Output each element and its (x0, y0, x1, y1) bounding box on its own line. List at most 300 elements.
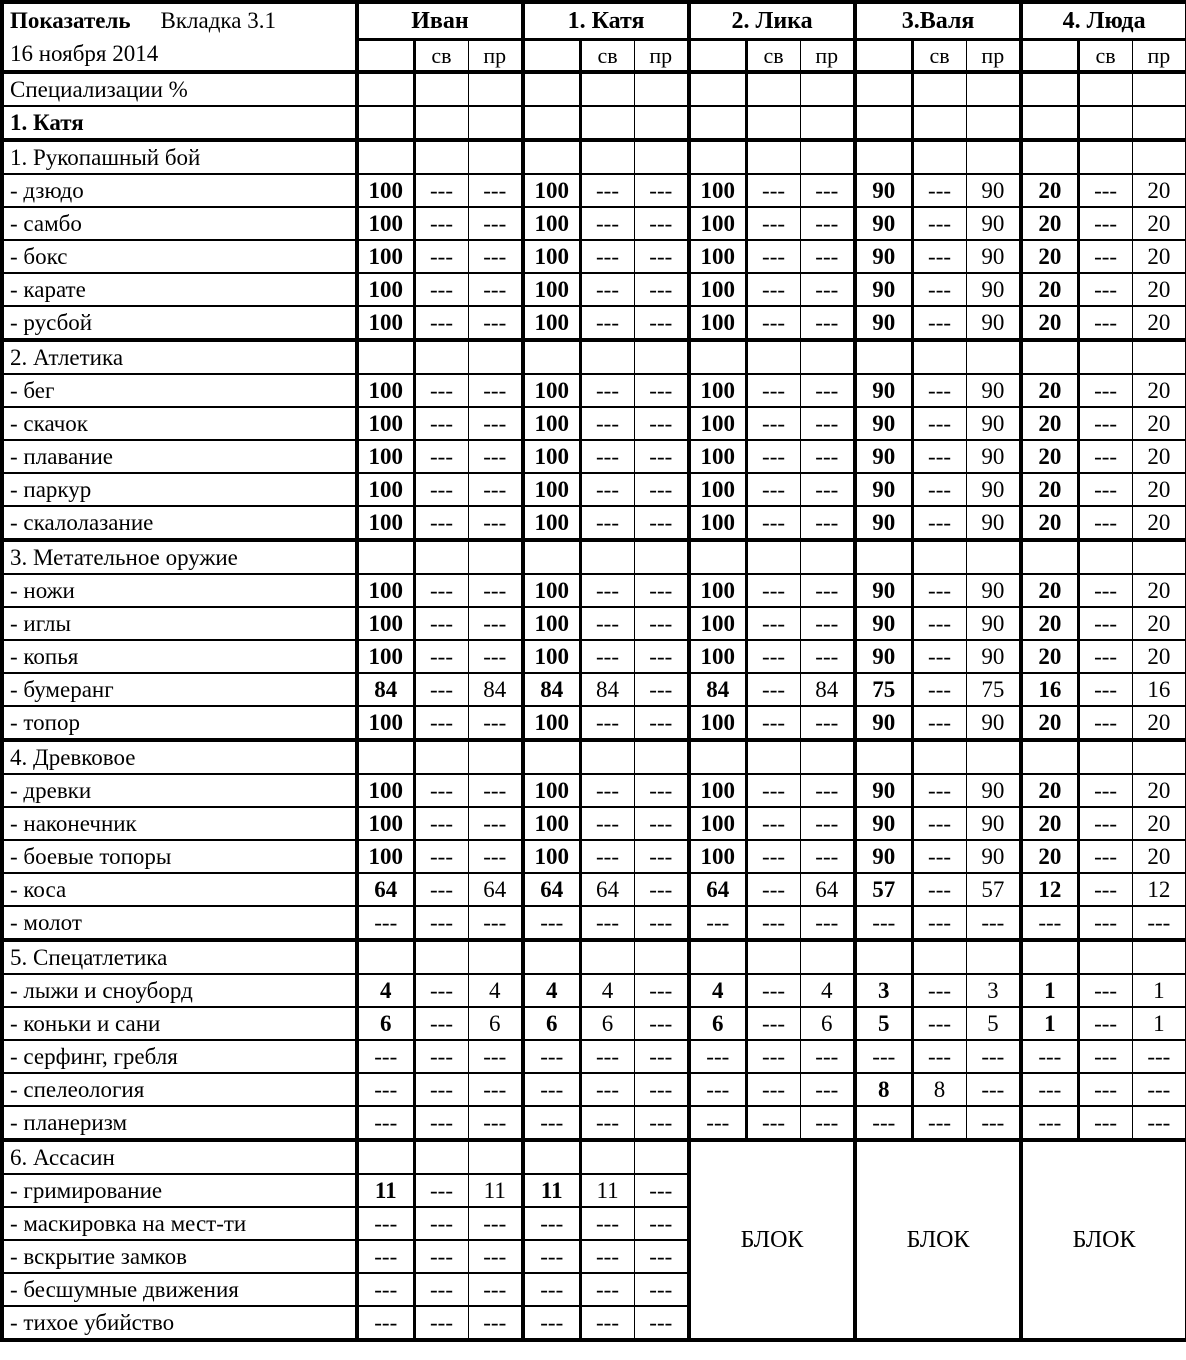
cell: --- (523, 906, 580, 940)
cell: 100 (357, 174, 414, 207)
cell: --- (746, 807, 800, 840)
row-label: - маскировка на мест-ти (2, 1207, 357, 1240)
cell: --- (689, 906, 746, 940)
empty-cell (800, 72, 855, 106)
cell: --- (1078, 640, 1132, 673)
cell: --- (414, 1306, 468, 1340)
cell: 90 (966, 374, 1021, 407)
empty-cell (1021, 140, 1078, 174)
cell: 3 (855, 974, 912, 1007)
empty-cell (414, 140, 468, 174)
blocked-cell: БЛОК (689, 1140, 855, 1340)
cell: --- (523, 1040, 580, 1073)
cell: 90 (855, 473, 912, 506)
cell: --- (414, 640, 468, 673)
cell: --- (912, 1040, 966, 1073)
cell: 90 (855, 640, 912, 673)
empty-cell (855, 940, 912, 974)
cell: 64 (580, 873, 634, 906)
cell: 100 (689, 440, 746, 473)
cell: 16 (1021, 673, 1078, 706)
cell: --- (414, 906, 468, 940)
cell: --- (414, 607, 468, 640)
cell: 90 (966, 207, 1021, 240)
row-label: - тихое убийство (2, 1306, 357, 1340)
cell: 90 (855, 807, 912, 840)
cell: 100 (523, 840, 580, 873)
cell: --- (1078, 407, 1132, 440)
empty-cell (414, 72, 468, 106)
cell: --- (634, 873, 689, 906)
cell: --- (1078, 774, 1132, 807)
cell: --- (1078, 1040, 1132, 1073)
cell: --- (634, 1306, 689, 1340)
cell: --- (580, 207, 634, 240)
row-label: - бег (2, 374, 357, 407)
cell: --- (800, 473, 855, 506)
cell: --- (468, 174, 523, 207)
empty-cell (634, 340, 689, 374)
empty-cell (912, 340, 966, 374)
cell: --- (414, 1040, 468, 1073)
cell: 11 (357, 1174, 414, 1207)
cell: 90 (855, 774, 912, 807)
cell: --- (912, 407, 966, 440)
table-row (2, 574, 1186, 607)
cell: 100 (689, 207, 746, 240)
cell: 20 (1132, 706, 1186, 740)
cell: 20 (1021, 706, 1078, 740)
row-label: - русбой (2, 306, 357, 340)
cell: --- (414, 673, 468, 706)
cell: --- (414, 840, 468, 873)
cell: 84 (468, 673, 523, 706)
empty-cell (1021, 72, 1078, 106)
cell: --- (1132, 906, 1186, 940)
cell: --- (1078, 906, 1132, 940)
empty-cell (1021, 740, 1078, 774)
row-label: 1. Катя (2, 106, 357, 140)
cell: 90 (855, 574, 912, 607)
empty-cell (1078, 140, 1132, 174)
cell: --- (634, 273, 689, 306)
cell: --- (800, 807, 855, 840)
cell: 20 (1021, 306, 1078, 340)
cell: --- (634, 640, 689, 673)
cell: --- (912, 306, 966, 340)
empty-cell (634, 106, 689, 140)
cell: 90 (966, 807, 1021, 840)
cell: --- (468, 1306, 523, 1340)
cell: 84 (689, 673, 746, 706)
cell: 1 (1021, 1007, 1078, 1040)
empty-cell (468, 1140, 523, 1174)
cell: --- (580, 706, 634, 740)
cell: --- (800, 607, 855, 640)
cell: --- (800, 640, 855, 673)
empty-cell (523, 340, 580, 374)
cell: --- (414, 273, 468, 306)
cell: --- (634, 207, 689, 240)
cell: --- (746, 240, 800, 273)
empty-cell (966, 940, 1021, 974)
cell: --- (746, 873, 800, 906)
table-row (2, 840, 1186, 873)
empty-cell (855, 740, 912, 774)
cell: --- (468, 607, 523, 640)
empty-cell (357, 540, 414, 574)
empty-cell (634, 1140, 689, 1174)
empty-cell (855, 106, 912, 140)
empty-cell (1132, 106, 1186, 140)
cell: --- (634, 1174, 689, 1207)
cell: --- (746, 1007, 800, 1040)
row-label: - коньки и сани (2, 1007, 357, 1040)
table-row (2, 273, 1186, 306)
cell: --- (468, 240, 523, 273)
empty-cell (468, 940, 523, 974)
cell: --- (1078, 1007, 1132, 1040)
row-label: Специализации % (2, 72, 357, 106)
row-label: - скалолазание (2, 506, 357, 540)
empty-cell (800, 940, 855, 974)
cell: --- (746, 374, 800, 407)
cell: 100 (523, 640, 580, 673)
group-header: 1. Катя (523, 2, 689, 40)
empty-cell (912, 740, 966, 774)
cell: 100 (357, 574, 414, 607)
cell: --- (523, 1306, 580, 1340)
table-row (2, 673, 1186, 706)
empty-cell (746, 740, 800, 774)
row-label: - карате (2, 273, 357, 306)
cell: 5 (855, 1007, 912, 1040)
cell: 20 (1021, 607, 1078, 640)
table-row (2, 473, 1186, 506)
cell: --- (468, 1106, 523, 1140)
cell: --- (414, 473, 468, 506)
cell: --- (634, 1073, 689, 1106)
empty-cell (746, 106, 800, 140)
cell: --- (746, 673, 800, 706)
empty-cell (800, 540, 855, 574)
cell: 100 (689, 807, 746, 840)
empty-cell (1132, 140, 1186, 174)
cell: --- (414, 807, 468, 840)
cell: --- (1078, 1073, 1132, 1106)
row-label: - наконечник (2, 807, 357, 840)
cell: --- (800, 374, 855, 407)
cell: --- (966, 1106, 1021, 1140)
cell: --- (855, 1106, 912, 1140)
row-label: - дзюдо (2, 174, 357, 207)
subcol-header-empty (689, 40, 746, 73)
subcol-header: пр (1132, 40, 1186, 73)
table-row (2, 174, 1186, 207)
cell: 20 (1021, 240, 1078, 273)
empty-cell (966, 140, 1021, 174)
table-row (2, 1007, 1186, 1040)
cell: 20 (1132, 640, 1186, 673)
cell: --- (912, 840, 966, 873)
cell: 57 (966, 873, 1021, 906)
subcol-header: св (912, 40, 966, 73)
row-label: - планеризм (2, 1106, 357, 1140)
table-row (2, 906, 1186, 940)
table-row (2, 774, 1186, 807)
cell: --- (746, 407, 800, 440)
empty-cell (689, 72, 746, 106)
empty-cell (357, 940, 414, 974)
cell: --- (580, 374, 634, 407)
subcol-header: св (580, 40, 634, 73)
cell: --- (1078, 1106, 1132, 1140)
cell: --- (634, 574, 689, 607)
cell: --- (468, 1273, 523, 1306)
cell: --- (634, 306, 689, 340)
cell: 20 (1132, 374, 1186, 407)
empty-cell (634, 740, 689, 774)
cell: --- (580, 774, 634, 807)
cell: --- (468, 440, 523, 473)
cell: 90 (855, 273, 912, 306)
cell: --- (1132, 1040, 1186, 1073)
cell: --- (468, 1040, 523, 1073)
subcol-header: пр (800, 40, 855, 73)
cell: --- (800, 506, 855, 540)
cell: --- (414, 440, 468, 473)
cell: 100 (523, 273, 580, 306)
cell: --- (746, 906, 800, 940)
cell: 90 (855, 440, 912, 473)
cell: --- (414, 240, 468, 273)
cell: --- (912, 607, 966, 640)
cell: 8 (855, 1073, 912, 1106)
cell: 64 (523, 873, 580, 906)
cell: --- (966, 1040, 1021, 1073)
cell: 100 (357, 473, 414, 506)
empty-cell (966, 540, 1021, 574)
cell: 100 (357, 774, 414, 807)
cell: --- (746, 174, 800, 207)
cell: --- (855, 1040, 912, 1073)
cell: --- (414, 174, 468, 207)
cell: --- (468, 840, 523, 873)
cell: 4 (580, 974, 634, 1007)
cell: --- (634, 1106, 689, 1140)
cell: 20 (1132, 207, 1186, 240)
cell: --- (912, 473, 966, 506)
empty-cell (523, 540, 580, 574)
cell: 57 (855, 873, 912, 906)
cell: --- (912, 974, 966, 1007)
subcol-header: св (414, 40, 468, 73)
empty-cell (800, 740, 855, 774)
empty-cell (746, 340, 800, 374)
cell: 20 (1021, 374, 1078, 407)
empty-cell (468, 140, 523, 174)
empty-cell (746, 140, 800, 174)
cell: --- (468, 640, 523, 673)
cell: --- (634, 506, 689, 540)
empty-cell (580, 106, 634, 140)
cell: 90 (966, 774, 1021, 807)
cell: --- (800, 1073, 855, 1106)
cell: 90 (966, 640, 1021, 673)
cell: --- (580, 607, 634, 640)
empty-cell (414, 540, 468, 574)
cell: 11 (580, 1174, 634, 1207)
empty-cell (468, 72, 523, 106)
cell: --- (634, 906, 689, 940)
cell: 100 (523, 506, 580, 540)
empty-cell (1078, 72, 1132, 106)
cell: 4 (689, 974, 746, 1007)
empty-cell (580, 1140, 634, 1174)
cell: --- (746, 1040, 800, 1073)
cell: --- (580, 574, 634, 607)
cell: --- (746, 974, 800, 1007)
subcol-header: пр (468, 40, 523, 73)
cell: --- (912, 174, 966, 207)
cell: 64 (800, 873, 855, 906)
cell: --- (912, 574, 966, 607)
cell: 100 (689, 174, 746, 207)
cell: --- (689, 1106, 746, 1140)
cell: 90 (966, 240, 1021, 273)
cell: --- (468, 1073, 523, 1106)
empty-cell (912, 72, 966, 106)
table-row (2, 1073, 1186, 1106)
empty-cell (523, 1140, 580, 1174)
cell: 100 (689, 374, 746, 407)
cell: --- (634, 607, 689, 640)
empty-cell (1132, 940, 1186, 974)
row-label: - скачок (2, 407, 357, 440)
cell: 5 (966, 1007, 1021, 1040)
cell: --- (1078, 473, 1132, 506)
cell: --- (1078, 840, 1132, 873)
cell: --- (357, 906, 414, 940)
group-header: Иван (357, 2, 523, 40)
cell: --- (746, 506, 800, 540)
empty-cell (523, 140, 580, 174)
cell: --- (746, 574, 800, 607)
cell: 90 (855, 174, 912, 207)
table-row (2, 873, 1186, 906)
table-row (2, 640, 1186, 673)
cell: --- (580, 1273, 634, 1306)
cell: --- (414, 974, 468, 1007)
cell: 64 (468, 873, 523, 906)
cell: 100 (357, 306, 414, 340)
cell: --- (855, 906, 912, 940)
cell: --- (414, 207, 468, 240)
cell: --- (580, 473, 634, 506)
empty-cell (912, 940, 966, 974)
empty-cell (800, 140, 855, 174)
cell: --- (1078, 706, 1132, 740)
empty-cell (1078, 740, 1132, 774)
cell: --- (634, 1273, 689, 1306)
row-label: - топор (2, 706, 357, 740)
cell: 100 (523, 240, 580, 273)
cell: --- (414, 1273, 468, 1306)
cell: --- (414, 1106, 468, 1140)
cell: 90 (855, 240, 912, 273)
cell: 100 (689, 774, 746, 807)
row-label: - плавание (2, 440, 357, 473)
subcol-header: св (746, 40, 800, 73)
cell: --- (634, 1240, 689, 1273)
cell: --- (912, 906, 966, 940)
empty-cell (580, 140, 634, 174)
empty-cell (1132, 540, 1186, 574)
cell: --- (800, 1106, 855, 1140)
cell: 100 (357, 706, 414, 740)
cell: --- (912, 440, 966, 473)
cell: 20 (1021, 774, 1078, 807)
cell: 100 (689, 407, 746, 440)
section-header: 2. Атлетика (2, 340, 357, 374)
table-row (2, 440, 1186, 473)
empty-cell (746, 940, 800, 974)
row-label: - молот (2, 906, 357, 940)
cell: --- (912, 706, 966, 740)
section-header-row (2, 540, 1186, 574)
section-header: 4. Древковое (2, 740, 357, 774)
cell: --- (523, 1240, 580, 1273)
cell: --- (912, 807, 966, 840)
cell: 6 (800, 1007, 855, 1040)
table-row (2, 974, 1186, 1007)
cell: --- (523, 1273, 580, 1306)
empty-cell (746, 72, 800, 106)
subcol-header: св (1078, 40, 1132, 73)
cell: --- (414, 1174, 468, 1207)
row-label: - лыжи и сноуборд (2, 974, 357, 1007)
empty-cell (414, 1140, 468, 1174)
table-corner-cell (2, 2, 357, 72)
cell: --- (912, 273, 966, 306)
cell: 20 (1132, 807, 1186, 840)
cell: --- (414, 1240, 468, 1273)
cell: --- (1078, 607, 1132, 640)
cell: --- (580, 840, 634, 873)
cell: --- (634, 673, 689, 706)
cell: --- (912, 240, 966, 273)
cell: --- (746, 473, 800, 506)
cell: 20 (1021, 273, 1078, 306)
cell: --- (746, 273, 800, 306)
cell: --- (414, 1207, 468, 1240)
cell: --- (357, 1106, 414, 1140)
table-row (2, 407, 1186, 440)
cell: 100 (523, 774, 580, 807)
cell: --- (468, 473, 523, 506)
cell: 20 (1132, 174, 1186, 207)
cell: 100 (523, 374, 580, 407)
empty-cell (1078, 540, 1132, 574)
empty-cell (357, 72, 414, 106)
cell: --- (1078, 306, 1132, 340)
cell: --- (523, 1207, 580, 1240)
cell: --- (468, 306, 523, 340)
cell: --- (1021, 1106, 1078, 1140)
empty-cell (357, 340, 414, 374)
cell: --- (468, 574, 523, 607)
cell: 90 (966, 174, 1021, 207)
